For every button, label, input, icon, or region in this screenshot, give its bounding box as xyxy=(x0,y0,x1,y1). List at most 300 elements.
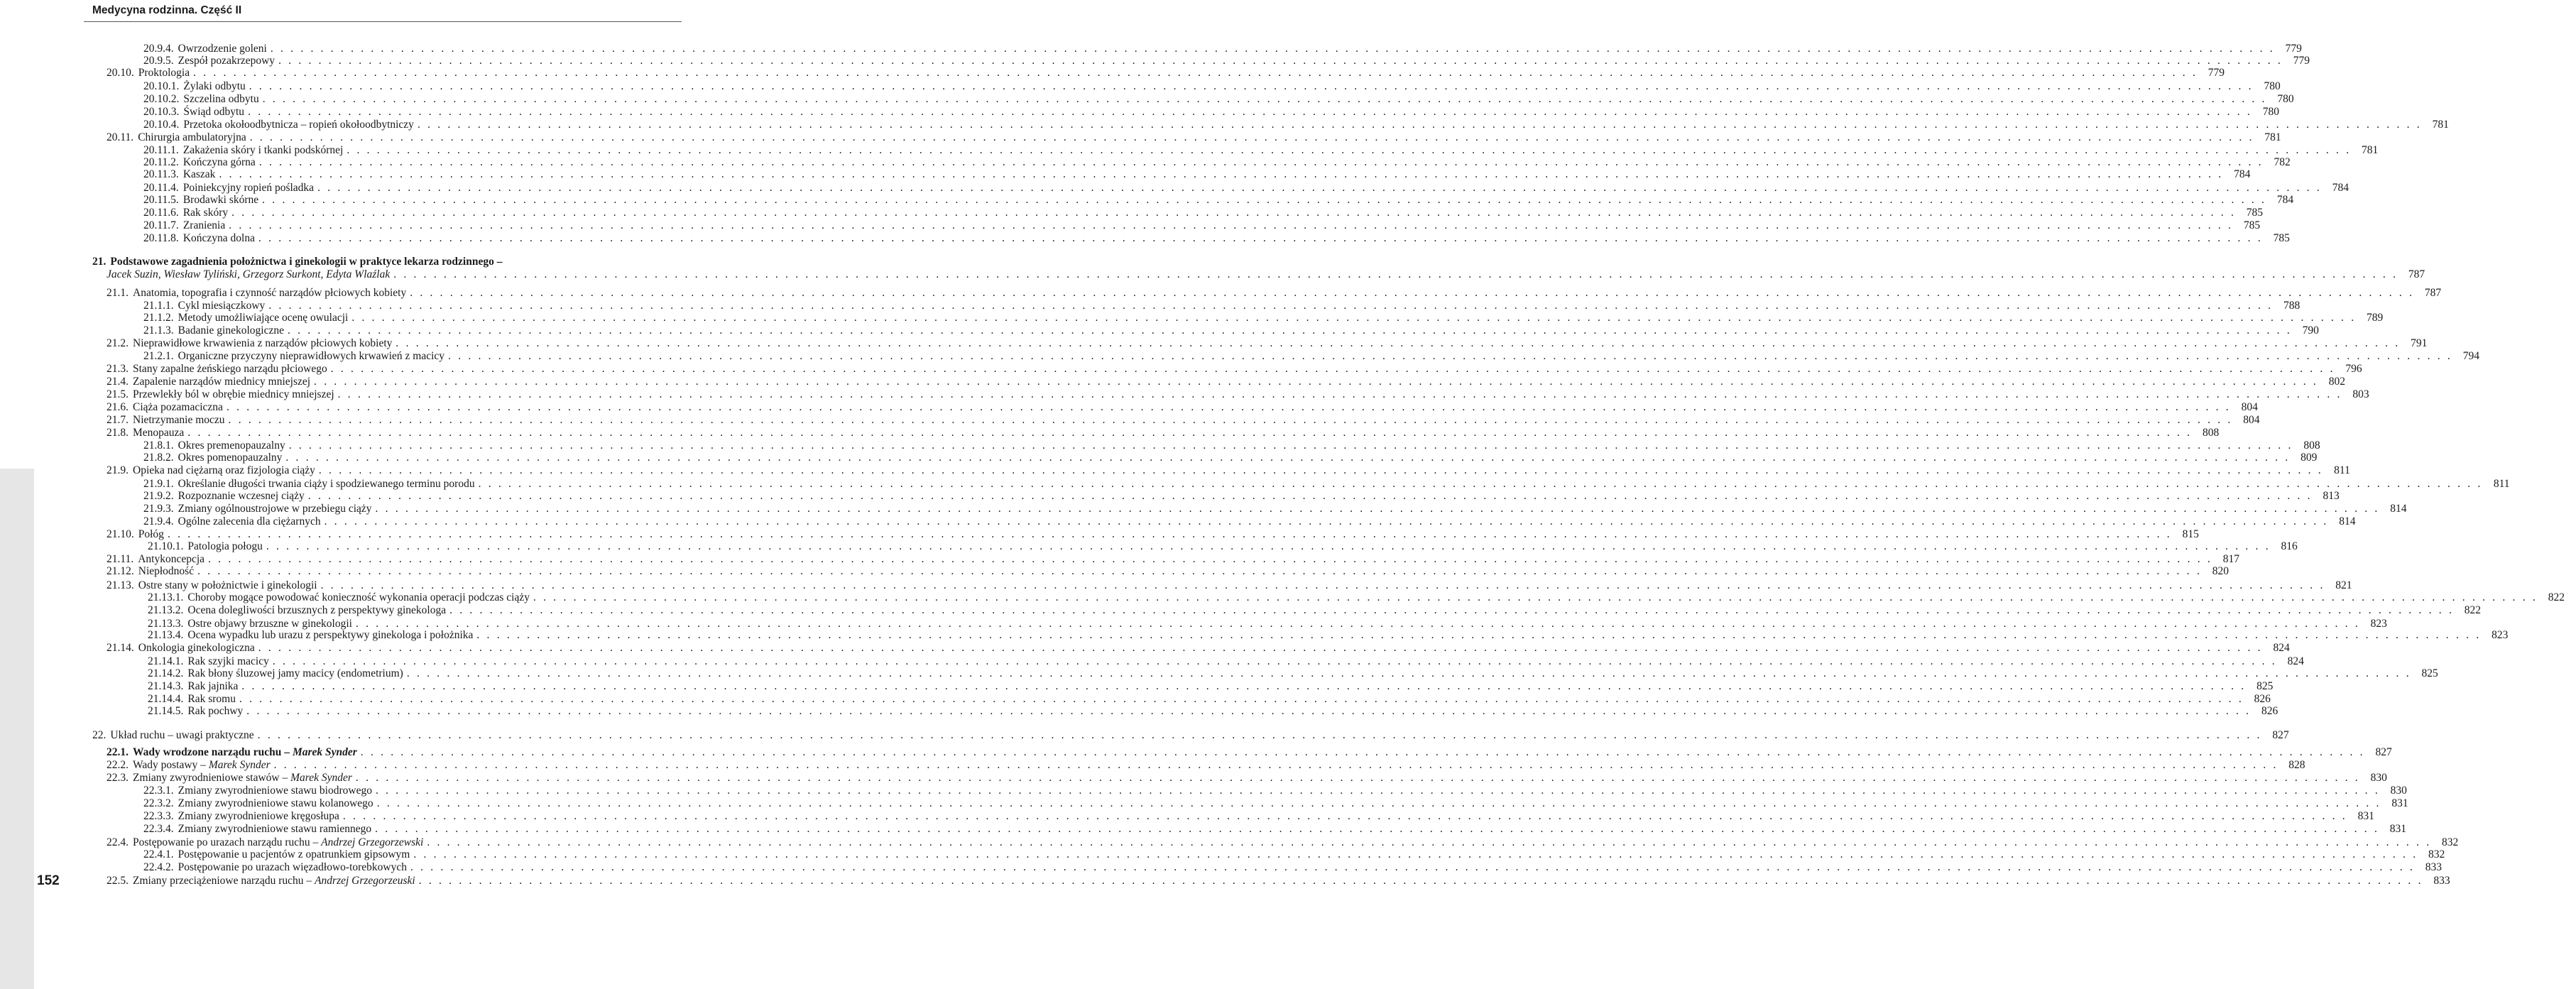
toc-entry-page: 827 xyxy=(2375,746,2392,758)
toc-entry-number: 21. xyxy=(92,256,107,268)
toc-entry-title-text: Zmiany zwyrodnieniowe stawu biodrowego xyxy=(178,785,372,797)
toc-entry-number: 22.4.2. xyxy=(143,861,174,873)
toc-entry[interactable] xyxy=(107,772,2387,785)
toc-entry-number: 21.4. xyxy=(107,376,129,388)
toc-entry[interactable] xyxy=(143,823,2407,836)
toc-entry[interactable] xyxy=(143,168,2251,181)
toc-entry-page: 782 xyxy=(2274,156,2291,168)
toc-entry[interactable] xyxy=(107,464,2350,477)
toc-entry-page: 816 xyxy=(2281,540,2298,552)
toc-entry-page: 787 xyxy=(2424,287,2442,299)
toc-entry-title-text: Anatomia, topografia i czynność narządów płciowych kobiety xyxy=(133,287,407,299)
toc-entry-number: 21.13.2. xyxy=(148,604,184,616)
toc-entry-title xyxy=(133,464,315,477)
toc-entry-number: 22.3.1. xyxy=(143,785,174,797)
toc-dot-leader: . . . . . . . . . . . . . . . . . . . . . . . . . . . . . . . . . . . . . . . . . . . . . . . . . . . . . . . . . . . . . . . . . . . . . . . . . . . . . . . . . . . . . . . . . . . . . . . . . . . . . . . . . . . . . . . . . . . . . . . . . . . . . . . . . . . . . . . . . . . . . . . . . . . . . . . . . . . . . . . . . . . . . . . . . . . . . . . . . . . . . . . . . . . . . . . . . . . . . . . . xyxy=(258,642,2263,654)
toc-entry[interactable] xyxy=(107,528,2199,541)
toc-entry-number: 20.11.2. xyxy=(143,156,179,168)
toc-entry-title-text: Wady wrodzone narządu ruchu – xyxy=(133,746,293,758)
toc-entry[interactable] xyxy=(107,67,2225,80)
toc-entry[interactable] xyxy=(107,836,2459,849)
toc-dot-leader: . . . . . . . . . . . . . . . . . . . . . . . . . . . . . . . . . . . . . . . . . . . . . . . . . . . . . . . . . . . . . . . . . . . . . . . . . . . . . . . . . . . . . . . . . . . . . . . . . . . . . . . . . . . . . . . . . . . . . . . . . . . . . . . . . . . . . . . . . . . . . . . . . . . . . . . . . . . . . . . . . . . . . . . . . . . . . . . . . . . . . . . . . . . . . . . . . . . . . . . . xyxy=(360,746,2365,758)
toc-dot-leader: . . . . . . . . . . . . . . . . . . . . . . . . . . . . . . . . . . . . . . . . . . . . . . . . . . . . . . . . . . . . . . . . . . . . . . . . . . . . . . . . . . . . . . . . . . . . . . . . . . . . . . . . . . . . . . . . . . . . . . . . . . . . . . . . . . . . . . . . . . . . . . . . . . . . . . . . . . . . . . . . . . . . . . . . . . . . . . . . . . . . . . . . . . . . . . . . . . . . . . . . xyxy=(248,106,2252,118)
toc-entry-title-text: Onkologia ginekologiczna xyxy=(138,642,255,654)
toc-dot-leader: . . . . . . . . . . . . . . . . . . . . . . . . . . . . . . . . . . . . . . . . . . . . . . . . . . . . . . . . . . . . . . . . . . . . . . . . . . . . . . . . . . . . . . . . . . . . . . . . . . . . . . . . . . . . . . . . . . . . . . . . . . . . . . . . . . . . . . . . . . . . . . . . . . . . . . . . . . . . . . . . . . . . . . . . . . . . . . . . . . . . . . . . . . . . . . . . . . . . . . . . xyxy=(249,80,2254,92)
toc-entry[interactable] xyxy=(107,376,2345,388)
toc-entry[interactable] xyxy=(143,156,2291,169)
toc-dot-leader: . . . . . . . . . . . . . . . . . . . . . . . . . . . . . . . . . . . . . . . . . . . . . . . . . . . . . . . . . . . . . . . . . . . . . . . . . . . . . . . . . . . . . . . . . . . . . . . . . . . . . . . . . . . . . . . . . . . . . . . . . . . . . . . . . . . . . . . . . . . . . . . . . . . . . . . . . . . . . . . . . . . . . . . . . . . . . . . . . . . . . . . . . . . . . . . . . . . . . . . . xyxy=(375,823,2380,835)
toc-dot-leader: . . . . . . . . . . . . . . . . . . . . . . . . . . . . . . . . . . . . . . . . . . . . . . . . . . . . . . . . . . . . . . . . . . . . . . . . . . . . . . . . . . . . . . . . . . . . . . . . . . . . . . . . . . . . . . . . . . . . . . . . . . . . . . . . . . . . . . . . . . . . . . . . . . . . . . . . . . . . . . . . . . . . . . . . . . . . . . . . . . . . . . . . . . . . . . . . . . . . . . . . xyxy=(410,861,2415,873)
toc-entry-number: 20.10.2. xyxy=(143,93,180,105)
toc-entry[interactable] xyxy=(107,553,2239,566)
toc-entry-number: 21.13.4. xyxy=(148,629,184,641)
toc-dot-leader: . . . . . . . . . . . . . . . . . . . . . . . . . . . . . . . . . . . . . . . . . . . . . . . . . . . . . . . . . . . . . . . . . . . . . . . . . . . . . . . . . . . . . . . . . . . . . . . . . . . . . . . . . . . . . . . . . . . . . . . . . . . . . . . . . . . . . . . . . . . . . . . . . . . . . . . . . . . . . . . . . . . . . . . . . . . . . . . . . . . . . . . . . . . . . . . . . . . . . . . . xyxy=(278,55,2283,67)
toc-dot-leader: . . . . . . . . . . . . . . . . . . . . . . . . . . . . . . . . . . . . . . . . . . . . . . . . . . . . . . . . . . . . . . . . . . . . . . . . . . . . . . . . . . . . . . . . . . . . . . . . . . . . . . . . . . . . . . . . . . . . . . . . . . . . . . . . . . . . . . . . . . . . . . . . . . . . . . . . . . . . . . . . . . . . . . . . . . . . . . . . . . . . . . . . . . . . . . . . . . . . . . . . xyxy=(262,93,2267,105)
toc-entry-title xyxy=(178,861,407,874)
toc-entry-title-text: Owrzodzenie goleni xyxy=(178,43,267,55)
toc-dot-leader: . . . . . . . . . . . . . . . . . . . . . . . . . . . . . . . . . . . . . . . . . . . . . . . . . . . . . . . . . . . . . . . . . . . . . . . . . . . . . . . . . . . . . . . . . . . . . . . . . . . . . . . . . . . . . . . . . . . . . . . . . . . . . . . . . . . . . . . . . . . . . . . . . . . . . . . . . . . . . . . . . . . . . . . . . . . . . . . . . . . . . . . . . . . . . . . . . . . . . . . . xyxy=(355,618,2360,630)
toc-entry-number: 21.6. xyxy=(107,401,129,413)
toc-entry-page: 780 xyxy=(2264,80,2281,92)
toc-entry[interactable] xyxy=(143,478,2510,491)
toc-entry[interactable] xyxy=(143,324,2319,337)
toc-entry-page: 808 xyxy=(2303,439,2320,452)
toc-entry-number: 22.2. xyxy=(107,759,129,771)
toc-entry[interactable] xyxy=(143,232,2290,245)
toc-dot-leader: . . . . . . . . . . . . . . . . . . . . . . . . . . . . . . . . . . . . . . . . . . . . . . . . . . . . . . . . . . . . . . . . . . . . . . . . . . . . . . . . . . . . . . . . . . . . . . . . . . . . . . . . . . . . . . . . . . . . . . . . . . . . . . . . . . . . . . . . . . . . . . . . . . . . . . . . . . . . . . . . . . . . . . . . . . . . . . . . . . . . . . . . . . . . . . . . . . . . . . . . xyxy=(406,667,2411,679)
toc-entry-title-text: Patologia połogu xyxy=(187,540,263,552)
toc-dot-leader: . . . . . . . . . . . . . . . . . . . . . . . . . . . . . . . . . . . . . . . . . . . . . . . . . . . . . . . . . . . . . . . . . . . . . . . . . . . . . . . . . . . . . . . . . . . . . . . . . . . . . . . . . . . . . . . . . . . . . . . . . . . . . . . . . . . . . . . . . . . . . . . . . . . . . . . . . . . . . . . . . . . . . . . . . . . . . . . . . . . . . . . . . . . . . . . . . . . . . . . . xyxy=(193,67,2198,79)
toc-entry-page: 817 xyxy=(2222,553,2239,565)
toc-entry-title-text: Rak sromu xyxy=(187,693,236,705)
toc-entry-title-text: Rak skóry xyxy=(182,207,229,219)
toc-entry[interactable] xyxy=(143,861,2442,874)
toc-entry-page: 780 xyxy=(2262,106,2279,118)
toc-entry[interactable] xyxy=(143,207,2264,219)
toc-entry-title xyxy=(178,452,283,464)
toc-entry-title-text: Zmiany ogólnoustrojowe w przebiegu ciąży xyxy=(178,503,372,515)
toc-entry-page: 832 xyxy=(2442,836,2459,848)
toc-dot-leader: . . . . . . . . . . . . . . . . . . . . . . . . . . . . . . . . . . . . . . . . . . . . . . . . . . . . . . . . . . . . . . . . . . . . . . . . . . . . . . . . . . . . . . . . . . . . . . . . . . . . . . . . . . . . . . . . . . . . . . . . . . . . . . . . . . . . . . . . . . . . . . . . . . . . . . . . . . . . . . . . . . . . . . . . . . . . . . . . . . . . . . . . . . . . . . . . . . . . . . . . xyxy=(337,388,2342,400)
toc-entry-title-text: Zmiany zwyrodnieniowe stawu ramiennego xyxy=(178,823,372,835)
toc-entry-number: 20.11.7. xyxy=(143,219,179,231)
toc-dot-leader: . . . . . . . . . . . . . . . . . . . . . . . . . . . . . . . . . . . . . . . . . . . . . . . . . . . . . . . . . . . . . . . . . . . . . . . . . . . . . . . . . . . . . . . . . . . . . . . . . . . . . . . . . . . . . . . . . . . . . . . . . . . . . . . . . . . . . . . . . . . . . . . . . . . . . . . . . . . . . . . . . . . . . . . . . . . . . . . . . . . . . . . . . . . . . . . . . . . . . . . . xyxy=(317,182,2322,194)
toc-entry-page: 809 xyxy=(2301,452,2318,464)
toc-entry-title xyxy=(138,67,190,80)
toc-entry-title xyxy=(183,144,344,157)
toc-entry[interactable] xyxy=(143,55,2310,67)
toc-dot-leader: . . . . . . . . . . . . . . . . . . . . . . . . . . . . . . . . . . . . . . . . . . . . . . . . . . . . . . . . . . . . . . . . . . . . . . . . . . . . . . . . . . . . . . . . . . . . . . . . . . . . . . . . . . . . . . . . . . . . . . . . . . . . . . . . . . . . . . . . . . . . . . . . . . . . . . . . . . . . . . . . . . . . . . . . . . . . . . . . . . . . . . . . . . . . . . . . . . . . . . . . xyxy=(187,427,2193,439)
toc-entry-number: 21.14.5. xyxy=(148,705,184,717)
toc-dot-leader: . . . . . . . . . . . . . . . . . . . . . . . . . . . . . . . . . . . . . . . . . . . . . . . . . . . . . . . . . . . . . . . . . . . . . . . . . . . . . . . . . . . . . . . . . . . . . . . . . . . . . . . . . . . . . . . . . . . . . . . . . . . . . . . . . . . . . . . . . . . . . . . . . . . . . . . . . . . . . . . . . . . . . . . . . . . . . . . . . . . . . . . . . . . . . . . . . . . . . . . . xyxy=(266,540,2271,552)
toc-dot-leader: . . . . . . . . . . . . . . . . . . . . . . . . . . . . . . . . . . . . . . . . . . . . . . . . . . . . . . . . . . . . . . . . . . . . . . . . . . . . . . . . . . . . . . . . . . . . . . . . . . . . . . . . . . . . . . . . . . . . . . . . . . . . . . . . . . . . . . . . . . . . . . . . . . . . . . . . . . . . . . . . . . . . . . . . . . . . . . . . . . . . . . . . . . . . . . . . . . . . . . . . xyxy=(273,759,2278,771)
toc-dot-leader: . . . . . . . . . . . . . . . . . . . . . . . . . . . . . . . . . . . . . . . . . . . . . . . . . . . . . . . . . . . . . . . . . . . . . . . . . . . . . . . . . . . . . . . . . . . . . . . . . . . . . . . . . . . . . . . . . . . . . . . . . . . . . . . . . . . . . . . . . . . . . . . . . . . . . . . . . . . . . . . . . . . . . . . . . . . . . . . . . . . . . . . . . . . . . . . . . . . . . . . . xyxy=(393,268,2398,280)
toc-entry-page: 781 xyxy=(2362,144,2379,156)
toc-entry[interactable] xyxy=(107,388,2369,401)
toc-entry-title xyxy=(178,478,475,491)
toc-dot-leader: . . . . . . . . . . . . . . . . . . . . . . . . . . . . . . . . . . . . . . . . . . . . . . . . . . . . . . . . . . . . . . . . . . . . . . . . . . . . . . . . . . . . . . . . . . . . . . . . . . . . . . . . . . . . . . . . . . . . . . . . . . . . . . . . . . . . . . . . . . . . . . . . . . . . . . . . . . . . . . . . . . . . . . . . . . . . . . . . . . . . . . . . . . . . . . . . . . . . . . . . xyxy=(258,232,2263,244)
toc-entry-title-text: Zmiany przeciążeniowe narządu ruchu – xyxy=(133,875,315,887)
toc-entry-title xyxy=(187,604,446,617)
toc-entry-title-text: Menopauza xyxy=(133,427,185,439)
toc-entry[interactable] xyxy=(107,287,2442,300)
toc-dot-leader: . . . . . . . . . . . . . . . . . . . . . . . . . . . . . . . . . . . . . . . . . . . . . . . . . . . . . . . . . . . . . . . . . . . . . . . . . . . . . . . . . . . . . . . . . . . . . . . . . . . . . . . . . . . . . . . . . . . . . . . . . . . . . . . . . . . . . . . . . . . . . . . . . . . . . . . . . . . . . . . . . . . . . . . . . . . . . . . . . . . . . . . . . . . . . . . . . . . . . . . . xyxy=(257,729,2262,741)
toc-entry-title xyxy=(138,565,194,578)
toc-entry[interactable] xyxy=(143,515,2356,528)
toc-entry-page: 803 xyxy=(2352,388,2369,400)
toc-entry[interactable] xyxy=(143,182,2349,195)
toc-entry-number: 21.9.1. xyxy=(143,478,174,490)
toc-entry-title-text: Rak szyjki macicy xyxy=(187,655,269,667)
toc-entry[interactable] xyxy=(143,797,2408,810)
toc-entry-number: 21.1.1. xyxy=(143,300,174,312)
toc-entry[interactable] xyxy=(143,219,2261,232)
toc-dot-leader: . . . . . . . . . . . . . . . . . . . . . . . . . . . . . . . . . . . . . . . . . . . . . . . . . . . . . . . . . . . . . . . . . . . . . . . . . . . . . . . . . . . . . . . . . . . . . . . . . . . . . . . . . . . . . . . . . . . . . . . . . . . . . . . . . . . . . . . . . . . . . . . . . . . . . . . . . . . . . . . . . . . . . . . . . . . . . . . . . . . . . . . . . . . . . . . . . . . . . . . . xyxy=(351,312,2357,324)
toc-entry[interactable] xyxy=(148,629,2509,642)
toc-dot-leader: . . . . . . . . . . . . . . . . . . . . . . . . . . . . . . . . . . . . . . . . . . . . . . . . . . . . . . . . . . . . . . . . . . . . . . . . . . . . . . . . . . . . . . . . . . . . . . . . . . . . . . . . . . . . . . . . . . . . . . . . . . . . . . . . . . . . . . . . . . . . . . . . . . . . . . . . . . . . . . . . . . . . . . . . . . . . . . . . . . . . . . . . . . . . . . . . . . . . . . . . xyxy=(449,604,2455,616)
toc-entry-title-text: Postępowanie po urazach narządu ruchu – xyxy=(133,836,322,848)
toc-entry-title xyxy=(187,540,262,553)
toc-entry[interactable] xyxy=(143,106,2279,119)
toc-entry[interactable] xyxy=(143,503,2407,515)
toc-entry-number: 20.10.3. xyxy=(143,106,180,118)
toc-entry-title-text: Metody umożliwiające ocenę owulacji xyxy=(178,312,349,324)
toc-entry-page: 788 xyxy=(2283,300,2301,312)
toc-entry-title-text: Proktologia xyxy=(138,67,190,79)
toc-entry[interactable] xyxy=(107,746,2392,759)
toc-entry-page: 789 xyxy=(2367,312,2384,324)
toc-entry-author: Marek Synder xyxy=(292,746,357,758)
toc-entry-author: Andrzej Grzegorzeuski xyxy=(315,875,415,887)
toc-entry-number: 21.2. xyxy=(107,337,129,349)
toc-dot-leader: . . . . . . . . . . . . . . . . . . . . . . . . . . . . . . . . . . . . . . . . . . . . . . . . . . . . . . . . . . . . . . . . . . . . . . . . . . . . . . . . . . . . . . . . . . . . . . . . . . . . . . . . . . . . . . . . . . . . . . . . . . . . . . . . . . . . . . . . . . . . . . . . . . . . . . . . . . . . . . . . . . . . . . . . . . . . . . . . . . . . . . . . . . . . . . . . . . . . . . . . xyxy=(320,579,2325,591)
toc-entry-page: 785 xyxy=(2273,232,2290,244)
toc-entry-title-text: Podstawowe zagadnienia położnictwa i ginekologii w praktyce lekarza rodzinnego – xyxy=(110,256,503,268)
toc-entry-title-text: Ocena dolegliwości brzusznych z perspektywy ginekologa xyxy=(187,604,447,616)
toc-entry-title xyxy=(138,553,204,566)
toc-entry-title xyxy=(178,797,373,810)
toc-entry[interactable] xyxy=(107,565,2230,578)
toc-entry[interactable] xyxy=(143,300,2301,312)
toc-entry-title xyxy=(178,43,267,55)
toc-entry-page: 802 xyxy=(2328,376,2345,388)
toc-entry-title xyxy=(187,629,473,642)
toc-entry-title xyxy=(178,300,266,312)
toc-dot-leader: . . . . . . . . . . . . . . . . . . . . . . . . . . . . . . . . . . . . . . . . . . . . . . . . . . . . . . . . . . . . . . . . . . . . . . . . . . . . . . . . . . . . . . . . . . . . . . . . . . . . . . . . . . . . . . . . . . . . . . . . . . . . . . . . . . . . . . . . . . . . . . . . . . . . . . . . . . . . . . . . . . . . . . . . . . . . . . . . . . . . . . . . . . . . . . . . . . . . . . . . xyxy=(342,810,2347,822)
toc-dot-leader: . . . . . . . . . . . . . . . . . . . . . . . . . . . . . . . . . . . . . . . . . . . . . . . . . . . . . . . . . . . . . . . . . . . . . . . . . . . . . . . . . . . . . . . . . . . . . . . . . . . . . . . . . . . . . . . . . . . . . . . . . . . . . . . . . . . . . . . . . . . . . . . . . . . . . . . . . . . . . . . . . . . . . . . . . . . . . . . . . . . . . . . . . . . . . . . . . . . . . . . . xyxy=(231,207,2237,219)
toc-entry-number: 20.11.8. xyxy=(143,232,179,244)
toc-entry-page: 790 xyxy=(2302,324,2319,337)
toc-entry[interactable] xyxy=(107,401,2258,414)
toc-entry-number: 20.11.4. xyxy=(143,182,179,194)
toc-entry[interactable] xyxy=(143,144,2379,157)
toc-entry-title-text: Ocena wypadku lub urazu z perspektywy ginekologa i położnika xyxy=(187,629,474,641)
toc-entry-page: 825 xyxy=(2256,680,2274,692)
toc-entry-page: 811 xyxy=(2493,478,2510,490)
toc-entry[interactable] xyxy=(107,363,2362,376)
toc-entry-title xyxy=(133,363,327,376)
toc-entry-title xyxy=(183,207,228,219)
toc-entry-author: Marek Synder xyxy=(290,772,352,784)
toc-entry-title-text: Okres premenopauzalny xyxy=(178,439,285,452)
toc-entry-page: 822 xyxy=(2548,591,2565,603)
toc-entry-page: 822 xyxy=(2464,604,2482,616)
toc-entry-title xyxy=(133,401,223,414)
toc-entry-number: 21.8.2. xyxy=(143,452,174,464)
toc-entry[interactable] xyxy=(143,350,2479,363)
toc-entry-number: 21.1.3. xyxy=(143,324,174,337)
toc-entry-title xyxy=(107,268,390,281)
toc-entry-title xyxy=(138,528,164,541)
toc-entry-title xyxy=(133,414,225,427)
toc-entry-number: 22.3.3. xyxy=(143,810,174,822)
toc-entry-title xyxy=(187,667,403,680)
toc-entry[interactable] xyxy=(148,604,2482,617)
toc-entry-title xyxy=(133,427,184,439)
toc-entry-number: 21.13.1. xyxy=(148,591,184,603)
toc-entry-title xyxy=(187,705,243,718)
toc-entry-page: 814 xyxy=(2339,515,2356,528)
toc-entry-title xyxy=(138,579,317,592)
toc-entry-title xyxy=(187,693,236,706)
toc-dot-leader: . . . . . . . . . . . . . . . . . . . . . . . . . . . . . . . . . . . . . . . . . . . . . . . . . . . . . . . . . . . . . . . . . . . . . . . . . . . . . . . . . . . . . . . . . . . . . . . . . . . . . . . . . . . . . . . . . . . . . . . . . . . . . . . . . . . . . . . . . . . . . . . . . . . . . . . . . . . . . . . . . . . . . . . . . . . . . . . . . . . . . . . . . . . . . . . . . . . . . . . . xyxy=(427,836,2432,848)
toc-entry-title xyxy=(110,729,253,742)
toc-entry-page: 794 xyxy=(2462,350,2479,362)
toc-entry[interactable] xyxy=(107,579,2352,592)
toc-entry-author: Andrzej Grzegorzewski xyxy=(321,836,424,848)
toc-entry-title xyxy=(183,168,216,181)
toc-entry-title xyxy=(178,439,285,452)
toc-entry-title-text: Antykoncepcja xyxy=(138,553,205,565)
toc-entry[interactable] xyxy=(143,312,2384,324)
toc-entry-title-text: Rak jajnika xyxy=(187,680,239,692)
toc-entry-title-text: Nieprawidłowe krwawienia z narządów płciowych kobiety xyxy=(133,337,393,349)
toc-entry-page: 826 xyxy=(2254,693,2271,705)
toc-entry-title xyxy=(187,591,530,604)
toc-entry-page: 824 xyxy=(2273,642,2290,654)
toc-entry-title-text: Zapalenie narządów miednicy mniejszej xyxy=(133,376,311,388)
toc-entry-title xyxy=(183,219,225,232)
toc-entry-number: 21.5. xyxy=(107,388,129,400)
toc-entry-number: 21.8.1. xyxy=(143,439,174,452)
toc-entry-title xyxy=(178,503,372,515)
toc-dot-leader: . . . . . . . . . . . . . . . . . . . . . . . . . . . . . . . . . . . . . . . . . . . . . . . . . . . . . . . . . . . . . . . . . . . . . . . . . . . . . . . . . . . . . . . . . . . . . . . . . . . . . . . . . . . . . . . . . . . . . . . . . . . . . . . . . . . . . . . . . . . . . . . . . . . . . . . . . . . . . . . . . . . . . . . . . . . . . . . . . . . . . . . . . . . . . . . . . . . . . . . . xyxy=(533,591,2538,603)
toc-entry-title xyxy=(178,810,339,823)
toc-entry-title-text: Połóg xyxy=(138,528,164,540)
toc-entry[interactable] xyxy=(143,80,2281,93)
toc-entry-title-text: Stany zapalne żeńskiego narządu płciowego xyxy=(133,363,327,375)
toc-entry[interactable] xyxy=(143,490,2340,503)
toc-entry-title-text: Zespół pozakrzepowy xyxy=(178,55,275,67)
toc-entry-title xyxy=(138,642,255,655)
toc-entry-number: 20.11. xyxy=(107,131,134,143)
toc-entry-title xyxy=(178,490,305,503)
toc-entry[interactable] xyxy=(143,439,2320,452)
toc-entry-page: 808 xyxy=(2203,427,2220,439)
toc-entry-number: 21.9.3. xyxy=(143,503,174,515)
toc-entry-title-text: Ostre objawy brzuszne w ginekologii xyxy=(187,618,352,630)
toc-entry[interactable] xyxy=(143,194,2294,207)
toc-entry-title xyxy=(183,182,314,195)
toc-entry-page: 815 xyxy=(2182,528,2199,540)
toc-entry[interactable] xyxy=(143,452,2318,464)
toc-entry[interactable] xyxy=(143,848,2445,861)
toc-entry-page: 779 xyxy=(2207,67,2225,79)
toc-entry[interactable] xyxy=(92,729,2289,742)
toc-dot-leader: . . . . . . . . . . . . . . . . . . . . . . . . . . . . . . . . . . . . . . . . . . . . . . . . . . . . . . . . . . . . . . . . . . . . . . . . . . . . . . . . . . . . . . . . . . . . . . . . . . . . . . . . . . . . . . . . . . . . . . . . . . . . . . . . . . . . . . . . . . . . . . . . . . . . . . . . . . . . . . . . . . . . . . . . . . . . . . . . . . . . . . . . . . . . . . . . . . . . . . . . xyxy=(268,300,2274,312)
toc-entry-title-text: Cykl miesiączkowy xyxy=(178,300,266,312)
toc-entry-title-text: Świąd odbytu xyxy=(183,106,245,118)
toc-dot-leader: . . . . . . . . . . . . . . . . . . . . . . . . . . . . . . . . . . . . . . . . . . . . . . . . . . . . . . . . . . . . . . . . . . . . . . . . . . . . . . . . . . . . . . . . . . . . . . . . . . . . . . . . . . . . . . . . . . . . . . . . . . . . . . . . . . . . . . . . . . . . . . . . . . . . . . . . . . . . . . . . . . . . . . . . . . . . . . . . . . . . . . . . . . . . . . . . . . . . . . . . xyxy=(410,287,2415,299)
toc-entry-number: 21.10.1. xyxy=(148,540,184,552)
toc-dot-leader: . . . . . . . . . . . . . . . . . . . . . . . . . . . . . . . . . . . . . . . . . . . . . . . . . . . . . . . . . . . . . . . . . . . . . . . . . . . . . . . . . . . . . . . . . . . . . . . . . . . . . . . . . . . . . . . . . . . . . . . . . . . . . . . . . . . . . . . . . . . . . . . . . . . . . . . . . . . . . . . . . . . . . . . . . . . . . . . . . . . . . . . . . . . . . . . . . . . . . . . . xyxy=(355,772,2360,784)
toc-entry-title xyxy=(133,376,310,388)
toc-entry[interactable] xyxy=(143,119,2449,131)
toc-entry-number: 20.10.4. xyxy=(143,119,180,131)
toc-entry-page: 830 xyxy=(2370,772,2387,784)
book-title: Medycyna rodzinna. Część II xyxy=(92,4,242,16)
toc-entry-page: 784 xyxy=(2234,168,2251,180)
toc-entry-page: 823 xyxy=(2492,629,2509,641)
toc-entry-title xyxy=(183,232,255,245)
toc-entry-number: 22.4.1. xyxy=(143,848,174,860)
toc-entry[interactable] xyxy=(107,642,2290,655)
toc-entry-number: 20.11.6. xyxy=(143,207,179,219)
toc-dot-leader: . . . . . . . . . . . . . . . . . . . . . . . . . . . . . . . . . . . . . . . . . . . . . . . . . . . . . . . . . . . . . . . . . . . . . . . . . . . . . . . . . . . . . . . . . . . . . . . . . . . . . . . . . . . . . . . . . . . . . . . . . . . . . . . . . . . . . . . . . . . . . . . . . . . . . . . . . . . . . . . . . . . . . . . . . . . . . . . . . . . . . . . . . . . . . . . . . . . . . . . . xyxy=(478,478,2483,490)
toc-entry[interactable] xyxy=(107,337,2428,350)
toc-entry[interactable] xyxy=(143,43,2302,55)
toc-entry-title xyxy=(133,759,271,772)
toc-entry-title xyxy=(178,324,284,337)
toc-entry[interactable] xyxy=(148,705,2278,718)
toc-entry-number: 21.14. xyxy=(107,642,134,654)
toc-dot-leader: . . . . . . . . . . . . . . . . . . . . . . . . . . . . . . . . . . . . . . . . . . . . . . . . . . . . . . . . . . . . . . . . . . . . . . . . . . . . . . . . . . . . . . . . . . . . . . . . . . . . . . . . . . . . . . . . . . . . . . . . . . . . . . . . . . . . . . . . . . . . . . . . . . . . . . . . . . . . . . . . . . . . . . . . . . . . . . . . . . . . . . . . . . . . . . . . . . . . . . . . xyxy=(246,705,2252,717)
toc-entry-number: 20.11.5. xyxy=(143,194,179,206)
toc-dot-leader: . . . . . . . . . . . . . . . . . . . . . . . . . . . . . . . . . . . . . . . . . . . . . . . . . . . . . . . . . . . . . . . . . . . . . . . . . . . . . . . . . . . . . . . . . . . . . . . . . . . . . . . . . . . . . . . . . . . . . . . . . . . . . . . . . . . . . . . . . . . . . . . . . . . . . . . . . . . . . . . . . . . . . . . . . . . . . . . . . . . . . . . . . . . . . . . . . . . . . . . . xyxy=(228,414,2233,426)
toc-dot-leader: . . . . . . . . . . . . . . . . . . . . . . . . . . . . . . . . . . . . . . . . . . . . . . . . . . . . . . . . . . . . . . . . . . . . . . . . . . . . . . . . . . . . . . . . . . . . . . . . . . . . . . . . . . . . . . . . . . . . . . . . . . . . . . . . . . . . . . . . . . . . . . . . . . . . . . . . . . . . . . . . . . . . . . . . . . . . . . . . . . . . . . . . . . . . . . . . . . . . . . . . xyxy=(272,655,2277,667)
toc-entry-title xyxy=(133,287,406,300)
toc-entry-page: 780 xyxy=(2277,93,2294,105)
toc-entry-page: 833 xyxy=(2425,861,2442,873)
toc-entry-number: 20.11.1. xyxy=(143,144,179,156)
toc-entry-number: 21.1. xyxy=(107,287,129,299)
toc-entry-title-text: Zmiany zwyrodnieniowe stawów – xyxy=(133,772,291,784)
toc-dot-leader: . . . . . . . . . . . . . . . . . . . . . . . . . . . . . . . . . . . . . . . . . . . . . . . . . . . . . . . . . . . . . . . . . . . . . . . . . . . . . . . . . . . . . . . . . . . . . . . . . . . . . . . . . . . . . . . . . . . . . . . . . . . . . . . . . . . . . . . . . . . . . . . . . . . . . . . . . . . . . . . . . . . . . . . . . . . . . . . . . . . . . . . . . . . . . . . . . . . . . . . . xyxy=(262,194,2267,206)
toc-entry-title xyxy=(178,55,275,67)
toc-dot-leader: . . . . . . . . . . . . . . . . . . . . . . . . . . . . . . . . . . . . . . . . . . . . . . . . . . . . . . . . . . . . . . . . . . . . . . . . . . . . . . . . . . . . . . . . . . . . . . . . . . . . . . . . . . . . . . . . . . . . . . . . . . . . . . . . . . . . . . . . . . . . . . . . . . . . . . . . . . . . . . . . . . . . . . . . . . . . . . . . . . . . . . . . . . . . . . . . . . . . . . . . xyxy=(229,219,2234,231)
toc-entry-title-text: Postępowanie po urazach więzadłowo-torebkowych xyxy=(178,861,407,873)
toc-entry-title xyxy=(138,131,246,144)
toc-entry-title-text: Rozpoznanie wczesnej ciąży xyxy=(178,490,305,502)
toc-entry[interactable] xyxy=(107,875,2450,887)
toc-entry-title-text: Niepłodność xyxy=(138,565,195,577)
toc-entry-number: 22.5. xyxy=(107,875,129,887)
toc-entry-title xyxy=(178,848,410,861)
toc-entry[interactable] xyxy=(92,256,682,268)
toc-entry-title xyxy=(110,256,502,268)
toc-entry-title xyxy=(133,772,352,785)
toc-entry-title-text: Wady postawy – xyxy=(133,759,209,771)
toc-entry-title xyxy=(183,119,414,131)
toc-entry-title-text: Rak błony śluzowej jamy macicy (endometrium) xyxy=(187,667,403,679)
toc-entry[interactable] xyxy=(107,427,2220,439)
toc-dot-leader: . . . . . . . . . . . . . . . . . . . . . . . . . . . . . . . . . . . . . . . . . . . . . . . . . . . . . . . . . . . . . . . . . . . . . . . . . . . . . . . . . . . . . . . . . . . . . . . . . . . . . . . . . . . . . . . . . . . . . . . . . . . . . . . . . . . . . . . . . . . . . . . . . . . . . . . . . . . . . . . . . . . . . . . . . . . . . . . . . . . . . . . . . . . . . . . . . . . . . . . . xyxy=(219,168,2224,180)
toc-dot-leader: . . . . . . . . . . . . . . . . . . . . . . . . . . . . . . . . . . . . . . . . . . . . . . . . . . . . . . . . . . . . . . . . . . . . . . . . . . . . . . . . . . . . . . . . . . . . . . . . . . . . . . . . . . . . . . . . . . . . . . . . . . . . . . . . . . . . . . . . . . . . . . . . . . . . . . . . . . . . . . . . . . . . . . . . . . . . . . . . . . . . . . . . . . . . . . . . . . . . . . . . xyxy=(208,553,2212,565)
toc-entry[interactable] xyxy=(143,810,2374,823)
toc-entry-number: 21.9.2. xyxy=(143,490,174,502)
toc-entry-page: 784 xyxy=(2332,182,2349,194)
toc-entry-page: 825 xyxy=(2421,667,2438,679)
toc-entry[interactable] xyxy=(143,93,2294,106)
toc-entry-number: 21.8. xyxy=(107,427,129,439)
toc-entry[interactable] xyxy=(107,759,2305,772)
toc-entry-page: 814 xyxy=(2390,503,2407,515)
toc-dot-leader: . . . . . . . . . . . . . . . . . . . . . . . . . . . . . . . . . . . . . . . . . . . . . . . . . . . . . . . . . . . . . . . . . . . . . . . . . . . . . . . . . . . . . . . . . . . . . . . . . . . . . . . . . . . . . . . . . . . . . . . . . . . . . . . . . . . . . . . . . . . . . . . . . . . . . . . . . . . . . . . . . . . . . . . . . . . . . . . . . . . . . . . . . . . . . . . . . . . . . . . . xyxy=(375,503,2380,515)
toc-entry[interactable] xyxy=(148,667,2438,680)
toc-entry-title-text: Kaszak xyxy=(182,168,216,180)
toc-entry-number: 21.14.2. xyxy=(148,667,184,679)
toc-entry[interactable] xyxy=(107,268,2425,281)
toc-dot-leader: . . . . . . . . . . . . . . . . . . . . . . . . . . . . . . . . . . . . . . . . . . . . . . . . . . . . . . . . . . . . . . . . . . . . . . . . . . . . . . . . . . . . . . . . . . . . . . . . . . . . . . . . . . . . . . . . . . . . . . . . . . . . . . . . . . . . . . . . . . . . . . . . . . . . . . . . . . . . . . . . . . . . . . . . . . . . . . . . . . . . . . . . . . . . . . . . . . . . . . . . xyxy=(375,785,2380,797)
toc-entry-number: 20.10.1. xyxy=(143,80,180,92)
toc-entry[interactable] xyxy=(148,655,2304,668)
toc-entry-number: 21.1.2. xyxy=(143,312,174,324)
toc-entry[interactable] xyxy=(148,540,2298,553)
toc-dot-leader: . . . . . . . . . . . . . . . . . . . . . . . . . . . . . . . . . . . . . . . . . . . . . . . . . . . . . . . . . . . . . . . . . . . . . . . . . . . . . . . . . . . . . . . . . . . . . . . . . . . . . . . . . . . . . . . . . . . . . . . . . . . . . . . . . . . . . . . . . . . . . . . . . . . . . . . . . . . . . . . . . . . . . . . . . . . . . . . . . . . . . . . . . . . . . . . . . . . . . . . . xyxy=(330,363,2335,375)
toc-entry-author: Marek Synder xyxy=(208,759,271,771)
toc-entry-title xyxy=(183,106,244,119)
toc-entry-title xyxy=(183,80,245,93)
toc-entry-number: 22.1. xyxy=(107,746,129,758)
toc-entry-title-text: Postępowanie u pacjentów z opatrunkiem gipsowym xyxy=(178,848,410,860)
toc-entry[interactable] xyxy=(148,693,2271,706)
toc-entry-page: 831 xyxy=(2389,823,2407,835)
toc-entry-title-text: Kończyna górna xyxy=(182,156,256,168)
toc-entry-page: 830 xyxy=(2390,785,2407,797)
toc-dot-leader: . . . . . . . . . . . . . . . . . . . . . . . . . . . . . . . . . . . . . . . . . . . . . . . . . . . . . . . . . . . . . . . . . . . . . . . . . . . . . . . . . . . . . . . . . . . . . . . . . . . . . . . . . . . . . . . . . . . . . . . . . . . . . . . . . . . . . . . . . . . . . . . . . . . . . . . . . . . . . . . . . . . . . . . . . . . . . . . . . . . . . . . . . . . . . . . . . . . . . . . . xyxy=(258,156,2264,168)
toc-entry-number: 20.10. xyxy=(107,67,134,79)
toc-entry-title-text: Chirurgia ambulatoryjna xyxy=(138,131,246,143)
toc-entry[interactable] xyxy=(148,591,2565,604)
toc-dot-leader: . . . . . . . . . . . . . . . . . . . . . . . . . . . . . . . . . . . . . . . . . . . . . . . . . . . . . . . . . . . . . . . . . . . . . . . . . . . . . . . . . . . . . . . . . . . . . . . . . . . . . . . . . . . . . . . . . . . . . . . . . . . . . . . . . . . . . . . . . . . . . . . . . . . . . . . . . . . . . . . . . . . . . . . . . . . . . . . . . . . . . . . . . . . . . . . . . . . . . . . . xyxy=(395,337,2401,349)
toc-entry-title xyxy=(178,785,372,797)
toc-entry-title xyxy=(187,655,269,668)
toc-entry-page: 821 xyxy=(2335,579,2352,591)
toc-entry-title-text: Badanie ginekologiczne xyxy=(178,324,284,337)
toc-dot-leader: . . . . . . . . . . . . . . . . . . . . . . . . . . . . . . . . . . . . . . . . . . . . . . . . . . . . . . . . . . . . . . . . . . . . . . . . . . . . . . . . . . . . . . . . . . . . . . . . . . . . . . . . . . . . . . . . . . . . . . . . . . . . . . . . . . . . . . . . . . . . . . . . . . . . . . . . . . . . . . . . . . . . . . . . . . . . . . . . . . . . . . . . . . . . . . . . . . . . . . . . xyxy=(448,350,2452,362)
toc-entry[interactable] xyxy=(148,680,2274,693)
toc-entry-title-text: Zakażenia skóry i tkanki podskórnej xyxy=(182,144,344,156)
toc-entry-title xyxy=(133,388,334,401)
toc-entry-number: 21.14.1. xyxy=(148,655,184,667)
toc-entry-title xyxy=(178,823,371,836)
toc-entry-page: 781 xyxy=(2432,119,2449,131)
toc-entry-title-text: Nietrzymanie moczu xyxy=(133,414,225,426)
toc-entry-page: 779 xyxy=(2293,55,2310,67)
toc-dot-leader: . . . . . . . . . . . . . . . . . . . . . . . . . . . . . . . . . . . . . . . . . . . . . . . . . . . . . . . . . . . . . . . . . . . . . . . . . . . . . . . . . . . . . . . . . . . . . . . . . . . . . . . . . . . . . . . . . . . . . . . . . . . . . . . . . . . . . . . . . . . . . . . . . . . . . . . . . . . . . . . . . . . . . . . . . . . . . . . . . . . . . . . . . . . . . . . . . . . . . . . . xyxy=(314,376,2318,388)
toc-entry-number: 21.10. xyxy=(107,528,134,540)
toc-entry[interactable] xyxy=(107,414,2260,427)
toc-entry-title-text: Szczelina odbytu xyxy=(183,93,259,105)
toc-entry[interactable] xyxy=(107,131,2281,144)
toc-entry-title-text: Przetoka okołoodbytnicza – ropień okołoodbytniczy xyxy=(183,119,414,131)
toc-entry-title-text: Żylaki odbytu xyxy=(183,80,246,92)
toc-entry-page: 831 xyxy=(2391,797,2408,809)
toc-entry-number: 20.9.5. xyxy=(143,55,174,67)
toc-entry-title xyxy=(133,875,415,887)
toc-entry-title xyxy=(183,93,258,106)
toc-entry[interactable] xyxy=(143,785,2407,797)
